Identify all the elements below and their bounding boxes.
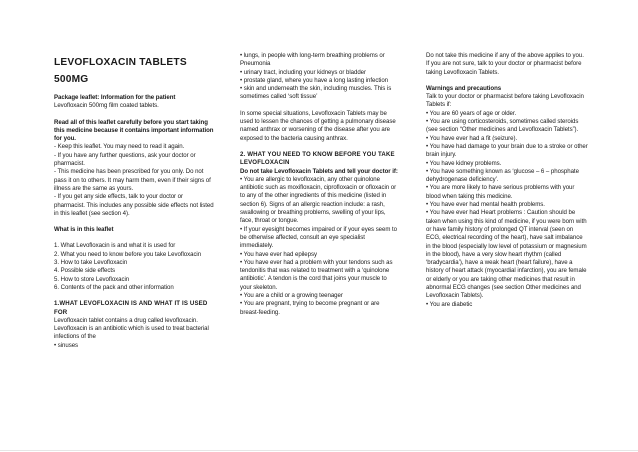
paragraph: - If you have any further questions, ask your doctor or pharmacist. — [54, 151, 196, 168]
paragraph: - This medicine has been prescribed for you only. Do not pass it on to others. It may harm them, even if their signs of illness are the same as yours. — [54, 168, 211, 192]
paragraph: • You have something known as ‘glucose – 6 – phosphate dehydrogenase deficiency’. — [426, 167, 579, 184]
paragraph: • urinary tract, including your kidneys or bladder — [240, 68, 366, 76]
paragraph: - Keep this leaflet. You may need to read it again. — [54, 143, 185, 151]
spacer — [54, 86, 214, 94]
column-3 — [426, 52, 588, 309]
paragraph: • You are pregnant, trying to become pregnant or are breast-feeding. — [240, 300, 380, 316]
paragraph: - If you get any side effects, talk to your doctor or pharmacist. This includes any possible side effects not listed in this leaflet (see section 4). — [54, 193, 214, 217]
column-2 — [240, 52, 398, 317]
bold-heading: Package leaflet: Information for the patient — [54, 94, 176, 101]
paragraph: • sinuses — [54, 341, 79, 349]
paragraph: Talk to your doctor or pharmacist before taking Levofloxacin Tablets if: — [426, 93, 584, 109]
paragraph: • You are 60 years of age or older. — [426, 109, 517, 117]
paragraph: 6. Contents of the pack and other information — [54, 283, 174, 291]
spacer — [240, 143, 398, 151]
paragraph: • If your eyesight becomes impaired or if your eyes seem to be otherwise affected, consult an eye specialist immediately. — [240, 225, 398, 250]
paragraph: • lungs, in people with long-term breathing problems or Pneumonia — [240, 52, 385, 68]
paragraph: • You have ever had mental health problems. — [426, 201, 545, 209]
paragraph: • You have had damage to your brain due to a stroke or other brain injury. — [426, 142, 588, 159]
spacer — [426, 77, 588, 85]
spacer — [54, 218, 214, 226]
paragraph: • skin and underneath the skin, including muscles. This is sometimes called ‘soft tissue’ — [240, 85, 392, 101]
paragraph: • You are a child or a growing teenager — [240, 292, 343, 300]
paragraph: • You have ever had Heart problems : Caution should be taken when using this kind of medicine, if you were born with or have family history of prolonged QT interval (seen on ECG, electrical recording of the heart), have salt imbalance in the blood (especially low level of potassium or magnesium in the blood), have a very slow heart rhythm (called ‘bradycardia’), have a weak heart (heart failure), have a history of heart attack (myocardial infarction), you are female or elderly or you are taking other medicines that result in abnormal ECG changes (see section Other medicines and Levofloxacin Tablets). — [426, 209, 587, 300]
paragraph: Do not take this medicine if any of the above applies to you. If you are not sure, talk to your doctor or pharmacist before taking Levofloxacin Tablets. — [426, 52, 584, 76]
paragraph: • You have ever had a problem with your tendons such as tendonitis that was related to treatment with a ‘quinolone antibiotic’. A tendon is the cord that joins your muscle to your skeleton. — [240, 258, 393, 291]
paragraph: • You are diabetic — [426, 300, 473, 308]
bold-heading: What is in this leaflet — [54, 226, 114, 234]
spacer — [240, 102, 398, 110]
paragraph: • You are allergic to levofloxacin, any other quinolone antibiotic such as moxifloxacin, ciprofloxacin or ofloxacin or to any of the other ingredients of this medicine (listed in section 6). Signs of an allergic reaction include: a rash, swallowing or breathing problems, swelling of your lips, face, throat or tongue. — [240, 175, 397, 225]
paragraph: 3. How to take Levofloxacin — [54, 259, 128, 267]
column-1 — [54, 52, 214, 350]
paragraph: 4. Possible side effects — [54, 267, 116, 275]
document-title: 500MG — [54, 74, 89, 85]
paragraph: In some special situations, Levofloxacin Tablets may be used to lessen the chances of getting a pulmonary disease named anthrax or worsening of the disease after you are exposed to the bacteria causing anthrax. — [240, 109, 396, 142]
section-heading: 1.WHAT LEVOFLOXACIN IS AND WHAT IT IS USED FOR — [54, 300, 208, 316]
paragraph: 5. How to store Levofloxacin — [54, 275, 130, 283]
paragraph: • You are more likely to have serious problems with your blood when taking this medicine. — [426, 184, 575, 200]
spacer — [54, 292, 214, 300]
paragraph: • You have ever had epilepsy — [240, 250, 317, 258]
document-title: LEVOFLOXACIN TABLETS — [54, 57, 187, 68]
paragraph: • You have ever had a fit (seizure). — [426, 134, 518, 142]
paragraph: 2. What you need to know before you take Levofloxacin — [54, 250, 202, 258]
paragraph: Levofloxacin 500mg film coated tablets. — [54, 102, 159, 110]
section-heading: 2. WHAT YOU NEED TO KNOW BEFORE YOU TAKE LEVOFLOXACIN — [240, 150, 395, 167]
paragraph: • You have kidney problems. — [426, 159, 502, 167]
spacer — [54, 111, 214, 119]
bold-heading: Do not take Levofloxacin Tablets and tell your doctor if: — [240, 167, 398, 175]
paragraph: • You are using corticosteroids, sometimes called steroids (see section “Other medicines and Levofloxacin Tablets”). — [426, 118, 579, 134]
paragraph: Levofloxacin tablet contains a drug called levofloxacin. Levofloxacin is an antibiotic which is used to treat bacterial infections of the — [54, 316, 209, 341]
spacer — [54, 234, 214, 242]
bold-heading: Warnings and precautions — [426, 84, 502, 92]
bold-heading: Read all of this leaflet carefully before you start taking this medicine because it contains important information for you. — [54, 118, 214, 143]
paragraph: 1. What Levofloxacin is and what it is used for — [54, 242, 176, 250]
paragraph: • prostate gland, where you have a long lasting infection — [240, 76, 389, 84]
page-bottom-rule — [0, 450, 638, 451]
